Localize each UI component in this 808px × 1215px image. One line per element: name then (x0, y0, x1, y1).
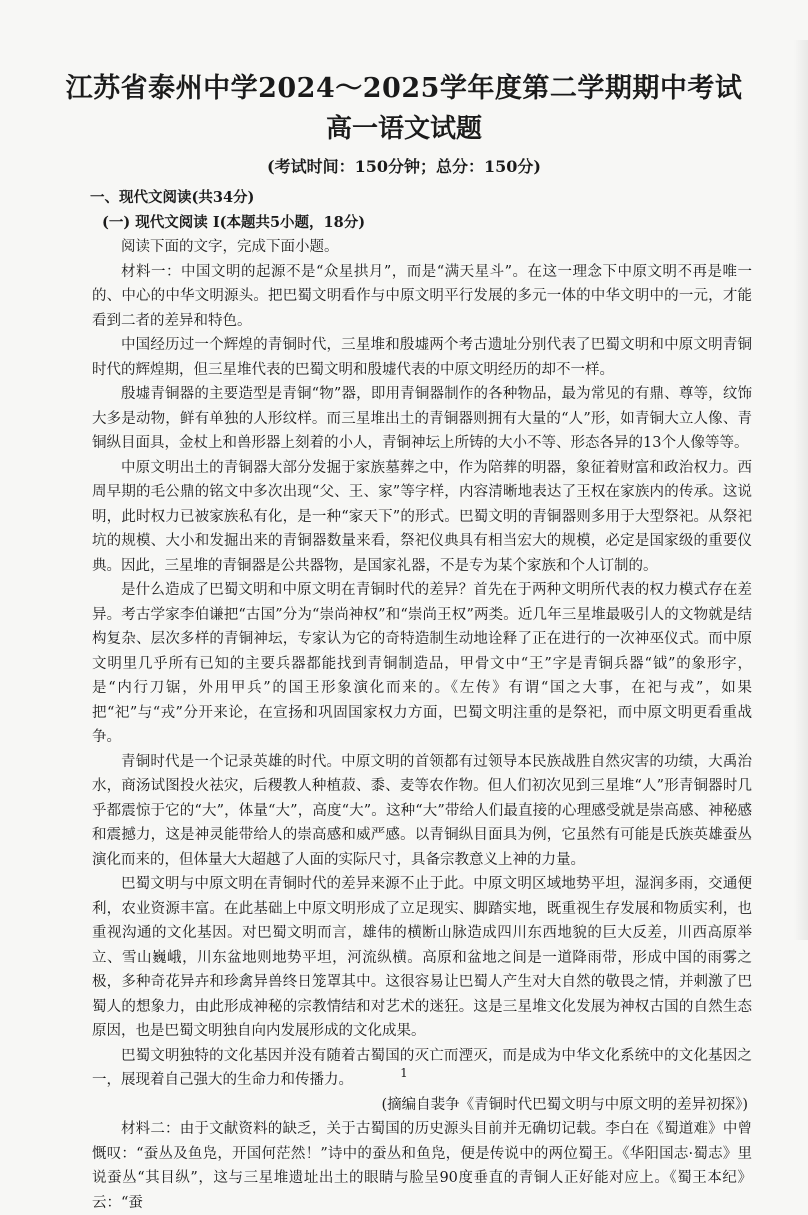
section-heading: 一、现代文阅读(共34分) (90, 189, 255, 206)
paragraph: 巴蜀文明与中原文明在青铜时代的差异来源不止于此。中原文明区域地势平坦，湿润多雨，交通便利，农业资源丰富。在此基础上中原文明形成了立足现实、脚踏实地，既重视生存发展和物质实利，也重视沟通的文化基因。对巴蜀文明而言，雄伟的横断山脉造成四川东西地貌的巨大反差，川西高原举立、雪山巍峨，川东盆地则地势平坦，河流纵横。高原和盆地之间是一道降雨带，形成中国的雨雾之极，多种奇花异卉和珍禽异兽终日笼罩其中。这很容易让巴蜀人产生对大自然的敬畏之情，并刺激了巴蜀人的想象力，由此形成神秘的宗教情结和对艺术的迷狂。这是三星堆文化发展为神权古国的自然生态原因，也是巴蜀文明独自向内发展形成的文化成果。 (92, 876, 752, 1039)
paragraph: 青铜时代是一个记录英雄的时代。中原文明的首领都有过领导本民族战胜自然灾害的功绩，大禹治水，商汤试图投火祛灾，后稷教人种植菽、黍、麦等农作物。但人们初次见到三星堆“人”形青铜器时几乎都震惊于它的“大”，体量“大”，高度“大”。这种“大”带给人们最直接的心理感受就是崇高感、神秘感和震撼力，这是神灵能带给人的崇高感和威严感。以青铜纵目面具为例，它虽然有可能是氏族英雄蚕丛演化而来的，但体量大大超越了人面的实际尺寸，具备宗教意义上神的力量。 (92, 753, 752, 868)
source-citation: (摘编自裴争《青铜时代巴蜀文明与中原文明的差异初探》) (381, 1096, 748, 1113)
reading-body (92, 186, 752, 1215)
paragraph: 材料一：中国文明的起源不是“众星拱月”，而是“满天星斗”。在这一理念下中原文明不再是唯一的、中心的中华文明源头。把巴蜀文明看作与中原文明平行发展的多元一体的中华文明中的一元，才能看到二者的差异和特色。 (92, 263, 752, 329)
page-number: 1 (400, 1066, 408, 1080)
paragraph: 巴蜀文明独特的文化基因并没有随着古蜀国的灭亡而湮灭，而是成为中华文化系统中的文化基因之一，展现着自己强大的生命力和传播力。 (92, 1047, 752, 1088)
paragraph: 殷墟青铜器的主要造型是青铜“物”器，即用青铜器制作的各种物品，最为常见的有鼎、尊等，纹饰大多是动物，鲜有单独的人形纹样。而三星堆出土的青铜器则拥有大量的“人”形，如青铜大立人像、青铜纵目面具，金杖上和兽形器上刻着的小人，青铜神坛上所铸的大小不等、形态各异的13个人像等等。 (92, 386, 752, 451)
exam-title: 江苏省泰州中学2024～2025学年度第二学期期中考试 (65, 73, 743, 104)
exam-subtitle: 高一语文试题 (325, 114, 482, 144)
exam-time-score: (考试时间：150分钟；总分：150分) (267, 157, 541, 176)
paragraph: 中国经历过一个辉煌的青铜时代，三星堆和殷墟两个考古遗址分别代表了巴蜀文明和中原文明青铜时代的辉煌期，但三星堆代表的巴蜀文明和殷墟代表的中原文明经历的却不一样。 (92, 337, 752, 378)
instruction-text: 阅读下面的文字，完成下面小题。 (121, 239, 339, 255)
paragraph: 是什么造成了巴蜀文明和中原文明在青铜时代的差异？首先在于两种文明所代表的权力模式存在差异。考古学家李伯谦把“古国”分为“崇尚神权”和“崇尚王权”两类。近几年三星堆最吸引人的文物就是结构复杂、层次多样的青铜神坛，专家认为它的奇特造制生动地诠释了正在进行的一次神巫仪式。而中原文明里几乎所有已知的主要兵器都能找到青铜制造品，甲骨文中“王”字是青铜兵器“钺”的象形字，是“内行刀锯，外用甲兵”的国王形象演化而来的。《左传》有谓“国之大事，在祀与戎”，如果把“祀”与“戎”分开来论，在宣扬和巩固国家权力方面，巴蜀文明注重的是祭祀，而中原文明更看重战争。 (92, 582, 752, 745)
paragraph: 中原文明出土的青铜器大部分发掘于家族墓葬之中，作为陪葬的明器，象征着财富和政治权力。西周早期的毛公鼎的铭文中多次出现“父、王、家”等字样，内容清晰地表达了王权在家族内的传承。这说明，此时权力已被家族私有化，是一种“家天下”的形式。巴蜀文明的青铜器则多用于大型祭祀。从祭祀坑的规模、大小和发掘出来的青铜器数量来看，祭祀仪典具有相当宏大的规模，必定是国家级的重要仪典。因此，三星堆的青铜器是公共器物，是国家礼器，不是专为某个家族和个人订制的。 (92, 459, 752, 574)
sub-section-heading: (一) 现代文阅读 I(本题共5小题，18分) (102, 213, 366, 231)
material-two-paragraph: 材料二：由于文献资料的缺乏，关于古蜀国的历史源头目前并无确切记载。李白在《蜀道难》中曾慨叹：“蚕丛及鱼凫，开国何茫然！”诗中的蚕丛和鱼凫，便是传说中的两位蜀王。《华阳国志·蜀志》里说蚕丛“其目纵”，这与三星堆遗址出土的眼睛与脸呈90度垂直的青铜人正好能对应上。《蜀王本纪》云：“蚕 (92, 1121, 752, 1211)
